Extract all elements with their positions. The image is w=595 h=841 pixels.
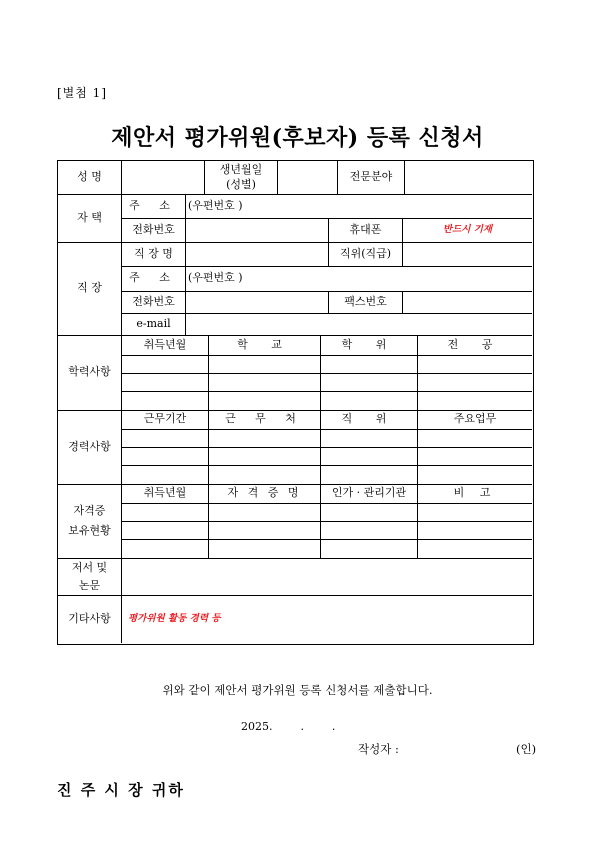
date-line: 2025. . . <box>241 720 336 733</box>
mobile-label: 휴대폰 <box>349 222 382 236</box>
work-address-input[interactable]: (우편번호 ) <box>188 271 243 285</box>
papers-label-line2: 논문 <box>78 578 101 592</box>
other-label: 기타사항 <box>68 611 111 625</box>
papers-label-line1: 저서 및 <box>71 561 108 575</box>
position-input[interactable] <box>403 242 532 266</box>
work-phone-input[interactable] <box>186 291 328 313</box>
home-phone-label: 전화번호 <box>132 222 175 236</box>
birth-label <box>205 161 277 194</box>
papers-input[interactable] <box>122 558 532 595</box>
work-phone-label: 전화번호 <box>132 294 175 308</box>
name-label: 성 명 <box>77 170 102 184</box>
home-phone-input[interactable] <box>186 218 328 242</box>
fax-label: 팩스번호 <box>344 294 387 308</box>
license-header-date: 취득년월 <box>143 486 187 500</box>
home-address-input[interactable]: (우편번호 ) <box>188 198 243 212</box>
license-label-line2: 보유현황 <box>68 524 111 537</box>
home-address-label: 주 소 <box>129 198 178 212</box>
birth-input[interactable] <box>278 161 337 194</box>
career-header-period: 근무기간 <box>143 412 187 426</box>
submission-statement: 위와 같이 제안서 평가위원 등록 신청서를 제출합니다. <box>162 683 433 697</box>
birth-label-line1: 생년월일 <box>219 162 263 176</box>
work-address-label: 주 소 <box>129 271 178 285</box>
email-input[interactable] <box>186 313 532 335</box>
education-header-degree: 학 위 <box>341 337 397 351</box>
home-label: 자 택 <box>77 210 102 224</box>
field-label: 전문분야 <box>349 170 393 184</box>
career-label: 경력사항 <box>68 439 111 453</box>
career-header-duties: 주요업무 <box>453 412 497 426</box>
license-label-line1: 자격증 <box>73 504 106 518</box>
fax-input[interactable] <box>403 291 532 313</box>
company-input[interactable] <box>186 242 328 266</box>
education-label: 학력사항 <box>68 365 111 379</box>
birth-label-line2: (성별) <box>226 177 256 191</box>
work-label: 직 장 <box>77 281 102 295</box>
education-header-school: 학 교 <box>237 337 292 351</box>
field-input[interactable] <box>405 161 532 194</box>
education-header-date: 취득년월 <box>143 337 187 351</box>
seal-mark: (인) <box>516 742 537 756</box>
name-input[interactable] <box>122 161 204 194</box>
application-form <box>57 160 534 645</box>
company-label: 직 장 명 <box>134 246 173 260</box>
position-label: 직위(직급) <box>339 246 392 260</box>
other-input[interactable]: 평가위원 활동 경력 등 <box>128 612 221 624</box>
license-header-name: 자 격 증 명 <box>227 486 302 500</box>
papers-label <box>58 558 121 595</box>
license-header-remarks: 비 고 <box>453 486 497 500</box>
email-label: e-mail <box>136 316 171 330</box>
license-header-agency: 인가 · 관리기관 <box>331 486 407 500</box>
addressee: 진 주 시 장 귀하 <box>57 781 185 799</box>
page-title: 제안서 평가위원(후보자) 등록 신청서 <box>111 125 484 151</box>
writer-label: 작성자 : <box>358 742 399 756</box>
attachment-label: [별첨 1] <box>57 86 107 100</box>
education-header-major: 전 공 <box>447 337 503 351</box>
career-header-workplace: 근 무 처 <box>225 412 304 426</box>
career-header-position: 직 위 <box>341 412 397 426</box>
license-label <box>58 484 121 558</box>
mobile-input[interactable]: 반드시 기재 <box>442 223 493 235</box>
